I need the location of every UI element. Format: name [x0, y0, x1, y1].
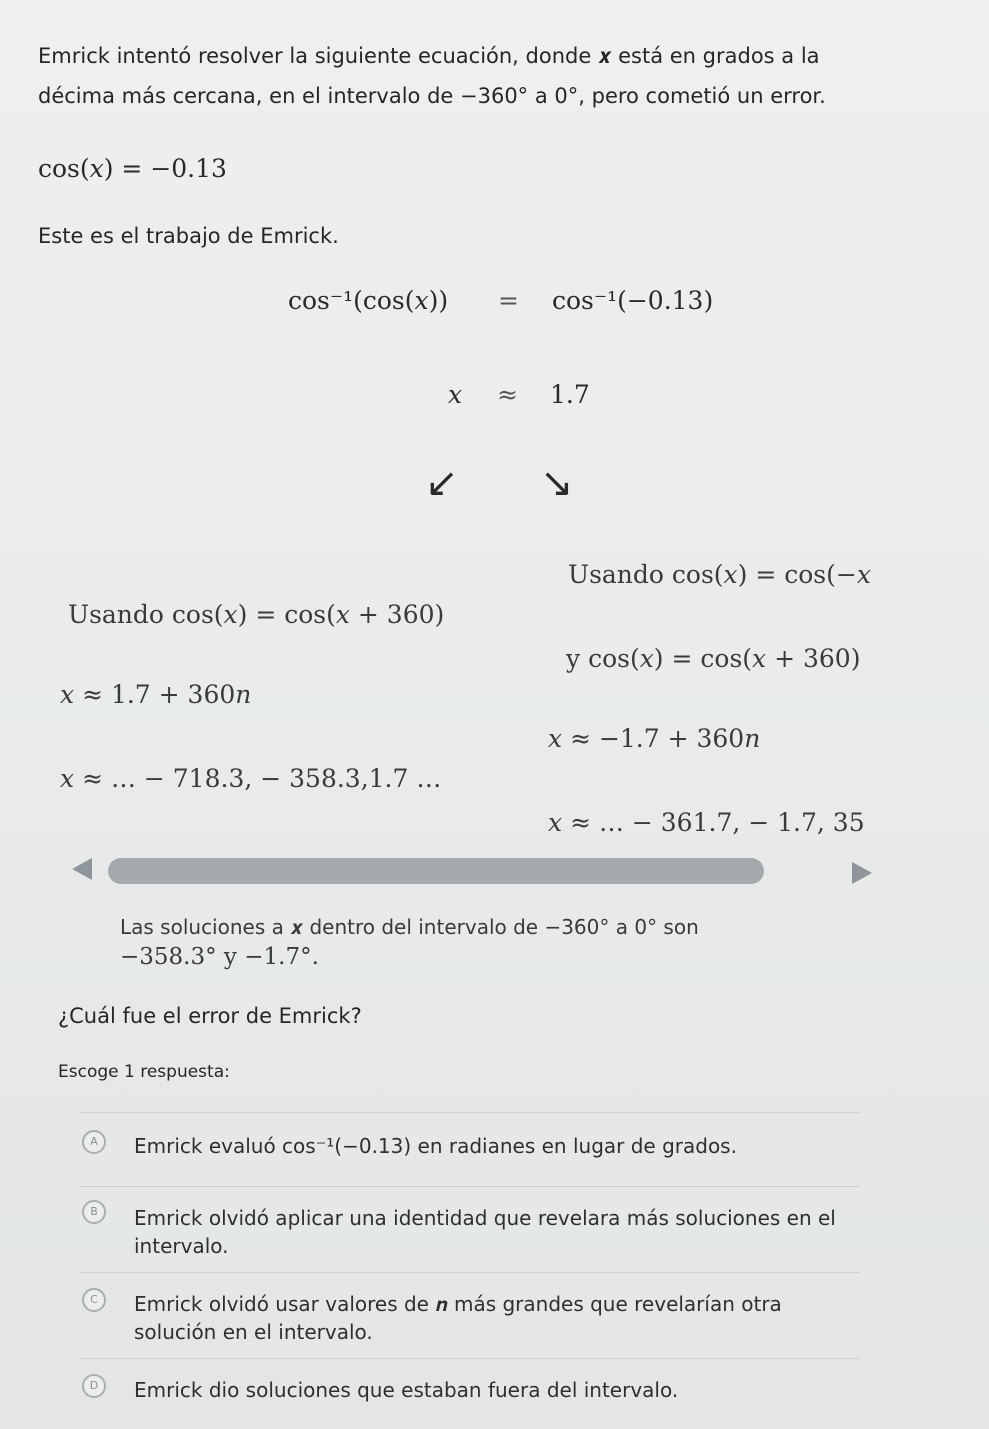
choice-d-radio[interactable]: D — [82, 1374, 106, 1398]
choice-b-text[interactable]: Emrick olvidó aplicar una identidad que revelara más soluciones en el intervalo. — [134, 1206, 836, 1258]
horizontal-scrollbar[interactable] — [108, 858, 764, 884]
step1-right: cos⁻¹(−0.13) — [552, 286, 714, 315]
step2-right: 1.7 — [550, 380, 590, 409]
arrow-down-left-icon: ↙ — [425, 460, 459, 506]
given-equation: cos(𝑥) = −0.13 — [38, 154, 227, 183]
right-branch-values: 𝑥 ≈ … − 361.7, − 1.7, 35 — [548, 808, 865, 837]
step1-left: cos⁻¹(cos(𝑥)) — [288, 286, 449, 315]
step1-equals: = — [498, 286, 519, 315]
choice-a-text[interactable]: Emrick evaluó cos⁻¹(−0.13) en radianes en lugar de grados. — [134, 1134, 737, 1158]
problem-text-line1: Emrick intentó resolver la siguiente ecuación, donde 𝒙 está en grados a la — [38, 44, 820, 68]
choice-divider — [80, 1112, 860, 1113]
left-branch-values: 𝑥 ≈ … − 718.3, − 358.3,1.7 … — [60, 764, 442, 793]
scroll-left-arrow-icon[interactable] — [72, 858, 92, 880]
question-text: ¿Cuál fue el error de Emrick? — [58, 1004, 362, 1028]
choice-divider — [80, 1272, 860, 1273]
left-branch-general: 𝑥 ≈ 1.7 + 360𝑛 — [60, 680, 252, 709]
left-branch-title: Usando cos(𝑥) = cos(𝑥 + 360) — [68, 600, 445, 629]
choice-c-text[interactable]: Emrick olvidó usar valores de 𝒏 más grandes que revelarían otra solución en el intervalo. — [134, 1292, 782, 1344]
choice-d-text[interactable]: Emrick dio soluciones que estaban fuera del intervalo. — [134, 1378, 679, 1402]
right-branch-general: 𝑥 ≈ −1.7 + 360𝑛 — [548, 724, 761, 753]
right-branch-title-2: y cos(𝑥) = cos(𝑥 + 360) — [566, 644, 861, 673]
arrow-down-right-icon: ↘ — [540, 460, 574, 506]
right-branch-title: Usando cos(𝑥) = cos(−𝑥 — [568, 560, 871, 589]
problem-text-line2: décima más cercana, en el intervalo de −360° a 0°, pero cometió un error. — [38, 84, 826, 108]
conclusion-line2: −358.3° y −1.7°. — [120, 944, 319, 970]
choice-b-radio[interactable]: B — [82, 1200, 106, 1224]
choice-c-radio[interactable]: C — [82, 1288, 106, 1312]
scroll-right-arrow-icon[interactable] — [852, 862, 872, 884]
work-intro: Este es el trabajo de Emrick. — [38, 224, 339, 248]
choice-a-radio[interactable]: A — [82, 1130, 106, 1154]
answer-instruction: Escoge 1 respuesta: — [58, 1062, 230, 1082]
choice-divider — [80, 1186, 860, 1187]
choice-divider — [80, 1358, 860, 1359]
step2-left: 𝑥 — [448, 380, 463, 409]
conclusion-line1: Las soluciones a 𝒙 dentro del intervalo de −360° a 0° son — [120, 915, 699, 939]
step2-approx: ≈ — [497, 380, 518, 409]
